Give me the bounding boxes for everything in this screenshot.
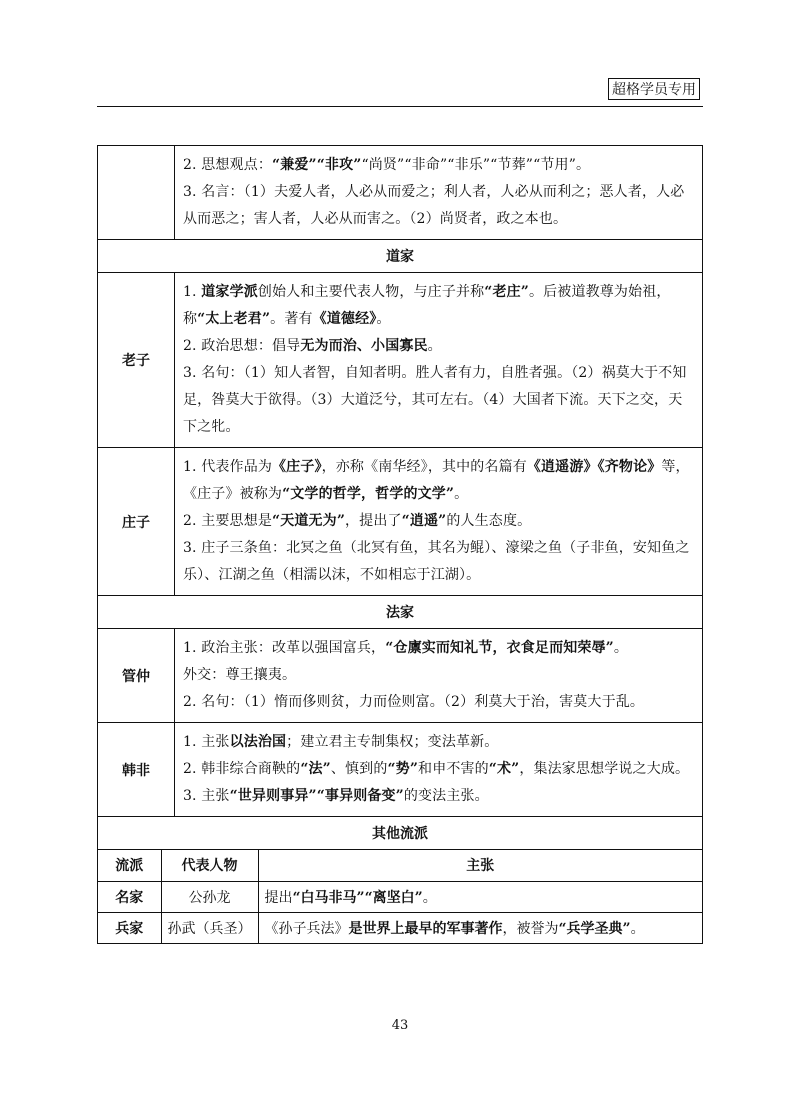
emphasis-text: “兵学圣典” xyxy=(558,920,631,937)
text-run: 2. 名句：（1）惰而侈则贫，力而俭则富。（2）利莫大于治，害莫大于乱。 xyxy=(183,694,645,710)
other-section-row xyxy=(98,817,703,850)
text-run: ，亦称《南华经》，其中的名篇有 xyxy=(321,459,527,475)
hanfei-line-1 xyxy=(183,729,694,756)
text-run: 。 xyxy=(422,889,437,906)
fajia-section-row xyxy=(98,596,703,629)
text-run: 创始人和主要代表人物，与庄子并称 xyxy=(257,284,485,300)
text-run: 1. 政治主张：改革以强国富兵， xyxy=(183,640,386,656)
emphasis-text: 道家学派 xyxy=(201,284,258,300)
text-run: 1. xyxy=(183,284,202,300)
emphasis-text: “太上老君” xyxy=(197,311,271,327)
emphasis-text: “术” xyxy=(488,761,520,777)
emphasis-text: “世异则事异”“事异则备变” xyxy=(229,788,404,804)
text-run: 的人生态度。 xyxy=(446,513,532,529)
guanzhong-content xyxy=(175,629,703,723)
emphasis-text: “老庄” xyxy=(484,284,529,300)
text-run: ，集法家思想学说之大成。 xyxy=(519,761,690,777)
other-header-row xyxy=(98,850,702,881)
mingjia-school: 名家 xyxy=(98,881,161,912)
text-run: 1. 代表作品为 xyxy=(183,459,273,475)
hanfei-row xyxy=(98,723,703,817)
text-run: 。 xyxy=(613,640,629,656)
idea-header: 主张 xyxy=(258,850,702,881)
emphasis-text: “文学的哲学，哲学的文学” xyxy=(282,486,455,502)
text-run: 外交：尊王攘夷。 xyxy=(183,667,297,683)
mozi-continued-row xyxy=(98,146,703,240)
mozi-line-2 xyxy=(183,152,694,179)
laozi-name: 老子 xyxy=(98,273,175,448)
emphasis-text: 是世界上最早的军事著作 xyxy=(348,920,503,937)
text-run: 提出 xyxy=(264,889,293,906)
text-run: 2. 政治思想：倡导 xyxy=(183,338,301,354)
hanfei-name: 韩非 xyxy=(98,723,175,817)
guanzhong-name: 管仲 xyxy=(98,629,175,723)
text-run: 。 xyxy=(376,311,391,327)
bingjia-school: 兵家 xyxy=(98,912,161,943)
page-number: 43 xyxy=(391,1018,409,1033)
text-run: 、慎到的 xyxy=(330,761,388,777)
mingjia-person: 公孙龙 xyxy=(161,881,258,912)
text-run: 3. 庄子三条鱼：北冥之鱼（北冥有鱼，其名为鲲）、濠梁之鱼（子非鱼，安知鱼之乐）、江湖之鱼（相濡以沫，不如相忘于江湖）。 xyxy=(183,540,690,583)
text-run: 。 xyxy=(427,338,442,354)
zhuangzi-line-3 xyxy=(183,535,694,589)
laozi-line-2 xyxy=(183,333,694,360)
emphasis-text: “白马非马”“离坚白” xyxy=(292,889,423,906)
text-run: ，被誉为 xyxy=(502,920,559,937)
text-run: 《孙子兵法》 xyxy=(264,920,349,937)
mozi-line-3 xyxy=(183,179,694,233)
guanzhong-line-1 xyxy=(183,635,694,662)
zhuangzi-name: 庄子 xyxy=(98,448,175,596)
emphasis-text: “天道无为” xyxy=(272,513,346,529)
emphasis-text: “法” xyxy=(300,761,331,777)
zhuangzi-content xyxy=(175,448,703,596)
text-run: 的变法主张。 xyxy=(403,788,489,804)
text-run: 2. 韩非综合商鞅的 xyxy=(183,761,301,777)
content-table xyxy=(97,145,703,944)
school-header: 流派 xyxy=(98,850,161,881)
text-run: 。 xyxy=(454,486,469,502)
text-run: 3. 名句：（1）知人者智，自知者明。胜人者有力，自胜者强。（2）祸莫大于不知足，咎莫大于欲得。（3）大道泛兮，其可左右。（4）大国者下流。天下之交，天下之牝。 xyxy=(183,365,687,435)
emphasis-text: 《逍遥游》《齐物论》 xyxy=(526,459,662,475)
emphasis-text: 《庄子》 xyxy=(272,459,322,475)
fajia-section-title: 法家 xyxy=(98,596,703,629)
hanfei-line-3 xyxy=(183,783,694,810)
emphasis-text: 以法治国 xyxy=(229,734,287,750)
text-run: 。 xyxy=(630,920,645,937)
text-run: “尚贤”“非命”“非乐”“节葬”“节用”。 xyxy=(361,157,591,173)
guanzhong-row xyxy=(98,629,703,723)
laozi-row xyxy=(98,273,703,448)
text-run: ；建立君主专制集权；变法革新。 xyxy=(286,734,499,750)
text-run: ，提出了 xyxy=(345,513,402,529)
text-run: 2. 主要思想是 xyxy=(183,513,273,529)
emphasis-text: “仓廪实而知礼节，衣食足而知荣辱” xyxy=(385,640,614,656)
text-run: 3. 名言：（1）夫爱人者，人必从而爱之；利人者，人必从而利之；恶人者，人必从而恶之；害人者，人必从而害之。（2）尚贤者，政之本也。 xyxy=(183,184,685,227)
bingjia-person: 孙武（兵圣） xyxy=(161,912,258,943)
other-schools-cell xyxy=(98,850,703,944)
text-run: 。著有 xyxy=(270,311,313,327)
table-row xyxy=(98,881,702,912)
header-badge: 超格学员专用 xyxy=(608,78,700,100)
other-section-title: 其他流派 xyxy=(98,817,703,850)
emphasis-text: 《道德经》 xyxy=(312,311,377,327)
text-run: 。后被道教尊为始祖，称 xyxy=(183,284,671,327)
bingjia-idea xyxy=(258,912,702,943)
guanzhong-line-3 xyxy=(183,689,694,716)
emphasis-text: “势” xyxy=(387,761,419,777)
laozi-line-1 xyxy=(183,279,694,333)
text-run: 1. 主张 xyxy=(183,734,230,750)
text-run: 2. 思想观点： xyxy=(183,157,273,173)
other-schools-table xyxy=(98,850,702,943)
emphasis-text: “逍遥” xyxy=(401,513,447,529)
other-schools-row xyxy=(98,850,703,944)
laozi-line-3 xyxy=(183,360,694,441)
person-header: 代表人物 xyxy=(161,850,258,881)
zhuangzi-row xyxy=(98,448,703,596)
text-run: 3. 主张 xyxy=(183,788,230,804)
hanfei-content xyxy=(175,723,703,817)
daojia-section-row xyxy=(98,240,703,273)
mozi-name-cell xyxy=(98,146,175,240)
zhuangzi-line-2 xyxy=(183,508,694,535)
text-run: 和申不害的 xyxy=(418,761,489,777)
table-row xyxy=(98,912,702,943)
emphasis-text: 无为而治、小国寡民 xyxy=(300,338,428,354)
hanfei-line-2 xyxy=(183,756,694,783)
zhuangzi-line-1 xyxy=(183,454,694,508)
text-run: 等，《庄子》被称为 xyxy=(183,459,690,502)
emphasis-text: “兼爱”“非攻” xyxy=(272,157,362,173)
mozi-content-cell xyxy=(175,146,703,240)
daojia-section-title: 道家 xyxy=(98,240,703,273)
mingjia-idea xyxy=(258,881,702,912)
guanzhong-line-2 xyxy=(183,662,694,689)
laozi-content xyxy=(175,273,703,448)
header-rule xyxy=(97,106,703,107)
